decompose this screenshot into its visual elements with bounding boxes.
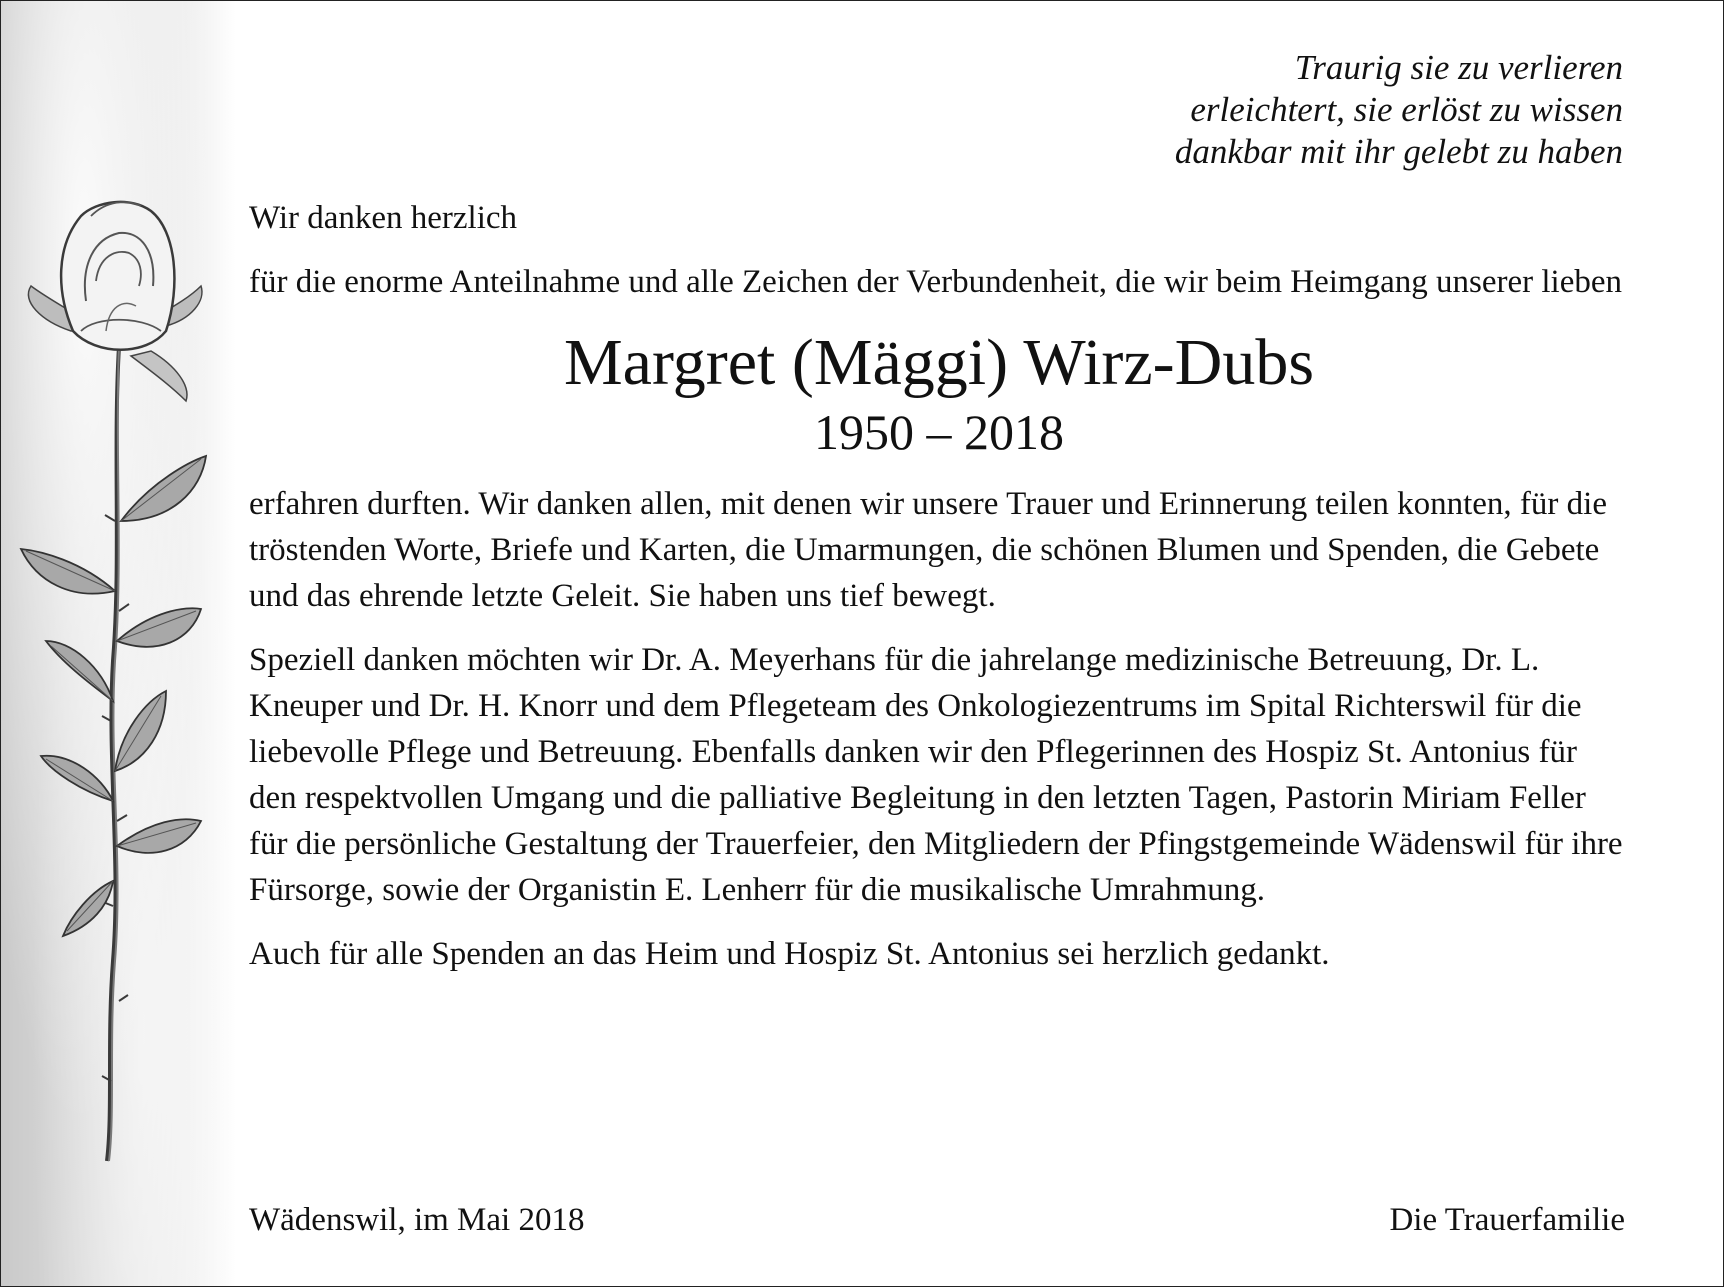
rose-illustration-panel: [1, 1, 236, 1286]
poem-line: dankbar mit ihr gelebt zu haben: [1174, 132, 1623, 171]
paragraph-special-thanks: Speziell danken möchten wir Dr. A. Meyerhans für die jahrelange medizinische Betreuung, Dr. L. Kneuper und Dr. H. Knorr und dem Pflegeteam des Onkologiezentrums im Spital Richterswil für die liebevolle Pflege und Betreuung. Ebenfalls danken wir den Pflegerinnen des Hospiz St. Antonius für den respektvollen Umgang und die palliative Begleitung in den letzten Tagen, Pastorin Miriam Feller für die persönliche Gestaltung der Trauerfeier, den Mitgliedern der Pfingstgemeinde Wädenswil für ihre Fürsorge, sowie der Organistin E. Lenherr für die musikalische Umrahmung.: [249, 642, 1623, 908]
obituary-body: [249, 195, 1629, 977]
place-date: Wädenswil, im Mai 2018: [249, 1202, 585, 1238]
deceased-years: 1950 – 2018: [814, 404, 1064, 460]
paragraph-thanks: erfahren durften. Wir danken allen, mit denen wir unsere Trauer und Erinnerung teilen konnten, für die tröstenden Worte, Briefe und Karten, die Umarmungen, die schönen Blumen und Spenden, die Gebete und das ehrende letzte Geleit. Sie haben uns tief bewegt.: [249, 486, 1607, 614]
poem-line: erleichtert, sie erlöst zu wissen: [1190, 90, 1623, 129]
signature: Die Trauerfamilie: [1389, 1202, 1625, 1238]
rose-icon: [1, 1, 236, 1286]
poem: [1175, 47, 1623, 173]
intro-text: für die enorme Anteilnahme und alle Zeichen der Verbundenheit, die wir beim Heimgang unserer lieben: [249, 264, 1622, 300]
deceased-name: Margret (Mäggi) Wirz-Dubs: [563, 326, 1315, 399]
poem-line: Traurig sie zu verlieren: [1294, 48, 1623, 87]
paragraph-donations: Auch für alle Spenden an das Heim und Hospiz St. Antonius sei herzlich gedankt.: [249, 936, 1330, 972]
intro-line: Wir danken herzlich: [249, 200, 518, 236]
